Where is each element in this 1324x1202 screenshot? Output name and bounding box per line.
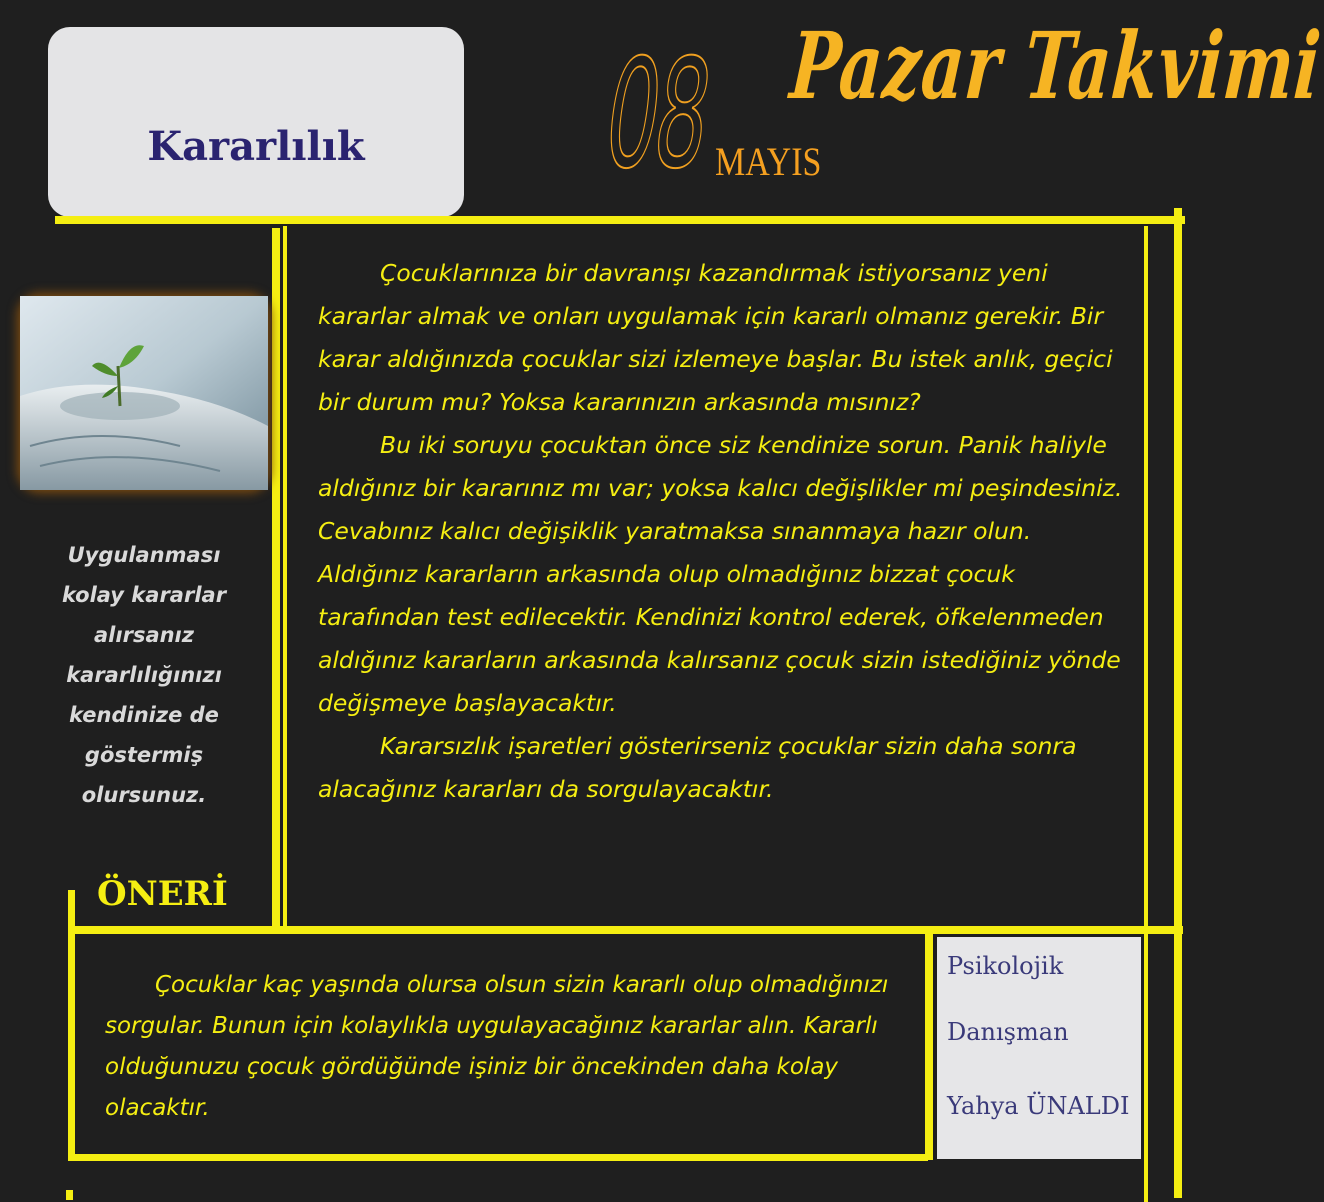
main-article: [318, 252, 1123, 811]
frame-oneri-left: [68, 890, 75, 1160]
page-title: Kararlılık: [147, 123, 365, 170]
suggestion-paragraph: Çocuklar kaç yaşında olursa olsun sizin kararlı olup olmadığınızı sorgular. Bunun için kolaylıkla uygulayacağınız kararlar alın. Kararlı olduğunuzu çocuk gördüğünde işiniz bir öncekinden daha kolay olacaktır.: [105, 972, 889, 1121]
frame-right-inner: [1144, 226, 1148, 1202]
frame-right-outer: [1174, 208, 1182, 1198]
quote-line: Uygulanması: [67, 543, 221, 567]
sprout-icon: [20, 296, 268, 490]
quote-line: olursunuz.: [81, 783, 207, 807]
sidebar-quote: [28, 535, 260, 815]
frame-main-left: [283, 226, 287, 930]
quote-line: kolay kararlar: [61, 583, 227, 607]
author-name: Yahya ÜNALDI: [947, 1092, 1130, 1120]
article-paragraph: Bu iki soruyu çocuktan önce siz kendinize sorun. Panik haliyle aldığınız bir kararınız mı var; yoksa kalıcı değişlikler mi peşindesiniz. Cevabınız kalıcı değişiklik yaratmaksa sınanmaya hazır olun. Aldığınız kararların arkasında olup olmadığınız bizzat çocuk tarafından test edilecektir. Kendinizi kontrol ederek, öfkelenmeden aldığınız kararların arkasında kalırsanız çocuk sizin istediğiniz yönde değişmeye başlayacaktır.: [318, 431, 1123, 717]
sprout-image: [20, 296, 268, 490]
frame-divider-left: [272, 228, 280, 930]
frame-bottom-line: [68, 1154, 928, 1161]
frame-foot-left: [66, 1190, 73, 1200]
article-paragraph: Çocuklarınıza bir davranışı kazandırmak istiyorsanız yeni kararlar almak ve onları uygulamak için kararlı olmanız gerekir. Bir karar aldığınızda çocuklar sizi izlemeye başlar. Bu istek anlık, geçici bir durum mu? Yoksa kararınızın arkasında mısınız?: [318, 259, 1113, 416]
suggestion-text: [105, 965, 905, 1129]
quote-line: kendinize de: [69, 703, 219, 727]
frame-mid-line: [68, 926, 1183, 934]
frame-author-left: [925, 930, 933, 1160]
author-title-2: Danışman: [947, 1018, 1069, 1046]
date-month: MAYIS: [715, 139, 822, 184]
quote-line: alırsanız: [94, 623, 194, 647]
title-box: [48, 27, 464, 217]
brand-title: Pazar Takvimi: [786, 12, 1324, 120]
article-paragraph: Kararsızlık işaretleri gösterirseniz çocuklar sizin daha sonra alacağınız kararları da sorgulayacaktır.: [318, 732, 1077, 803]
frame-top-line: [55, 216, 1185, 224]
author-title-1: Psikolojik: [947, 952, 1064, 980]
quote-line: kararlılığınızı: [66, 663, 222, 687]
suggestion-heading: ÖNERİ: [97, 874, 228, 914]
date-day: 08: [595, 28, 719, 202]
quote-line: göstermiş: [84, 743, 204, 767]
